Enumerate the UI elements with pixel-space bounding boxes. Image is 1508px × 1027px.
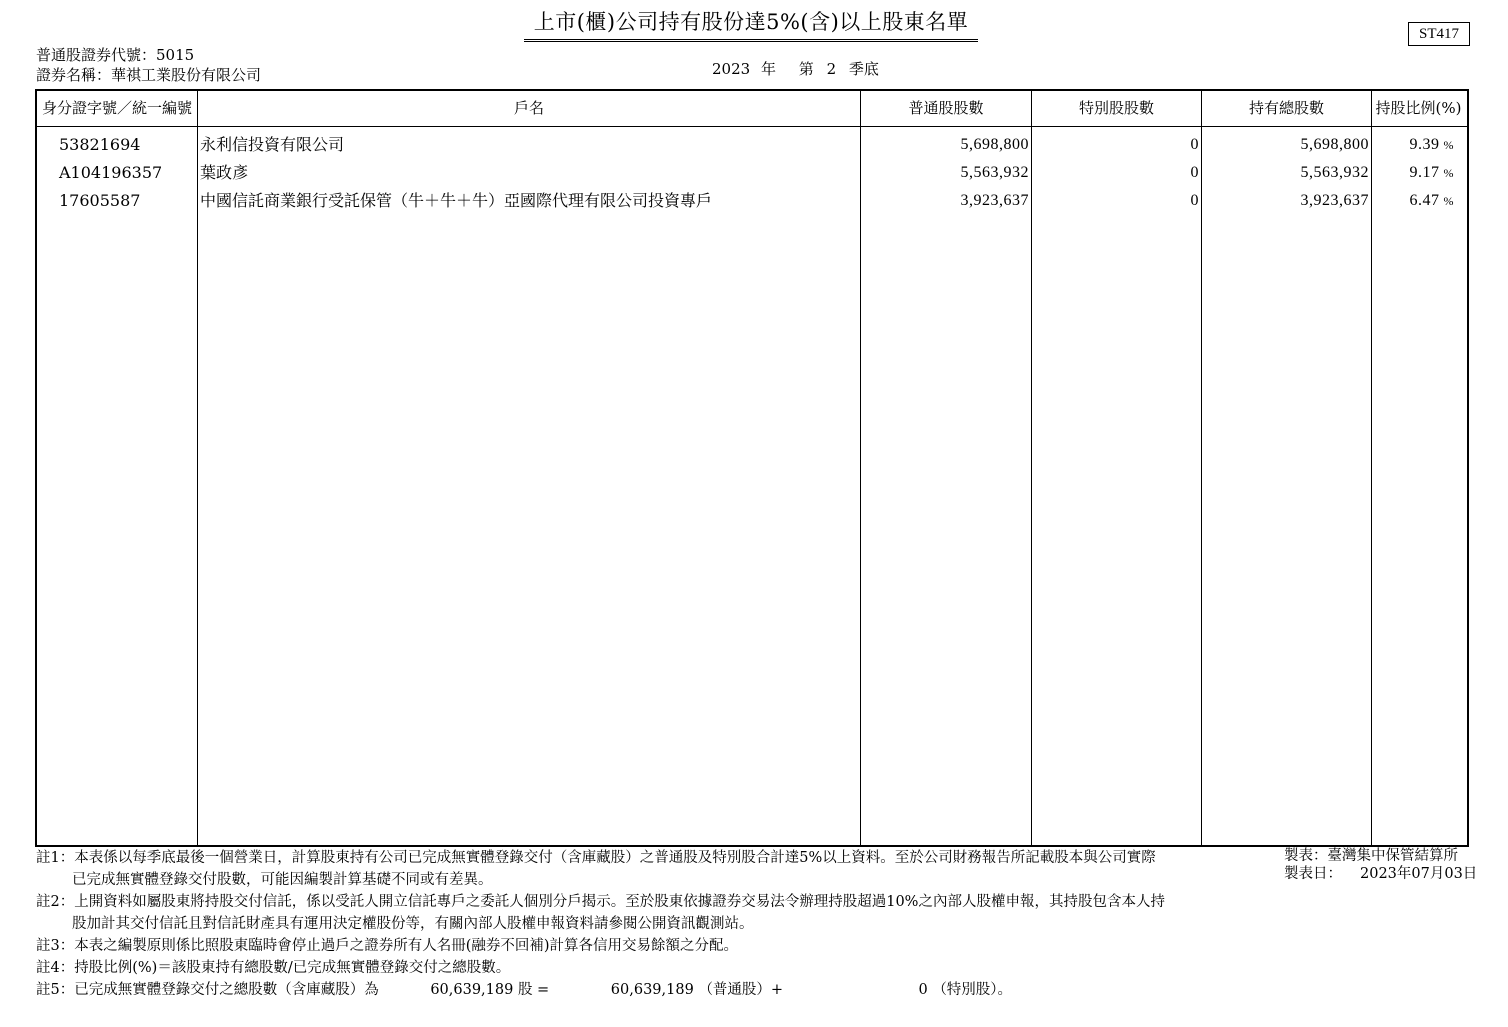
row-id: A104196357	[59, 163, 163, 182]
date-line	[1284, 863, 1477, 885]
row-name: 中國信託商業銀行受託保管（牛＋牛＋牛）亞國際代理有限公司投資專戶	[200, 191, 713, 210]
security-name: 華祺工業股份有限公司	[111, 66, 262, 84]
row-total-shares: 5,698,800	[1300, 136, 1369, 153]
total-shares-unit: 股 =	[517, 982, 550, 998]
security-name-label: 證券名稱：	[36, 66, 112, 84]
header-common-shares: 普通股股數	[908, 99, 984, 117]
row-total-shares: 5,563,932	[1300, 164, 1369, 181]
report-date: 2023年07月03日	[1360, 866, 1478, 882]
report-quarter: 2	[826, 60, 837, 78]
ratio-value: 6.47	[1409, 192, 1440, 209]
note-1-line-2: 已完成無實體登錄交付股數，可能因編製計算基礎不同或有差異。	[72, 872, 493, 888]
note-4: 註4：持股比例(%)＝該股東持有總股數/已完成無實體登錄交付之總股數。	[36, 960, 511, 976]
report-year-unit: 年	[760, 60, 776, 78]
row-id: 17605587	[59, 191, 141, 210]
report-year: 2023	[712, 60, 751, 78]
row-common-shares: 5,563,932	[960, 164, 1029, 181]
note-1-line-1: 註1：本表係以每季底最後一個營業日，計算股東持有公司已完成無實體登錄交付（含庫藏股）之普通股及特別股合計達5%以上資料。至於公司財務報告所記載股本與公司實際	[36, 850, 1156, 866]
special-shares-value: 0	[918, 982, 928, 998]
shareholder-table	[35, 89, 1469, 847]
ratio-value: 9.17	[1409, 164, 1440, 181]
row-name: 永利信投資有限公司	[200, 135, 345, 154]
note-3: 註3：本表之編製原則係比照股東臨時會停止過戶之證券所有人名冊(融券不回補)計算各信用交易餘額之分配。	[36, 938, 739, 954]
report-period	[712, 58, 879, 79]
header-special-shares: 特別股股數	[1078, 99, 1154, 117]
quarter-suffix: 季底	[848, 60, 879, 78]
ratio-value: 9.39	[1409, 136, 1440, 153]
row-common-shares: 3,923,637	[960, 192, 1029, 209]
header-ratio: 持股比例(%)	[1375, 99, 1462, 117]
report-title: 上市(櫃)公司持有股份達5%(含)以上股東名單	[524, 6, 978, 42]
note-2-line-2: 股加計其交付信託且對信託財產具有運用決定權股份等，有關內部人股權申報資料請參閱公開資訊觀測站。	[72, 916, 754, 932]
row-special-shares: 0	[1190, 136, 1199, 153]
header-divider	[37, 126, 1467, 127]
percent-sign: %	[1443, 138, 1454, 152]
maker-name: 臺灣集中保管結算所	[1327, 848, 1458, 864]
row-ratio	[1372, 159, 1454, 187]
maker-label: 製表：	[1284, 848, 1328, 864]
percent-sign: %	[1443, 166, 1454, 180]
date-label: 製表日：	[1284, 866, 1342, 882]
row-special-shares: 0	[1190, 192, 1199, 209]
security-code-line	[36, 44, 194, 65]
row-ratio	[1372, 187, 1454, 215]
note-5	[36, 979, 1012, 1001]
common-shares-value: 60,639,189	[610, 982, 694, 998]
row-total-shares: 3,923,637	[1300, 192, 1369, 209]
special-shares-unit: （特別股）。	[932, 982, 1013, 998]
row-name: 葉政彥	[200, 163, 249, 182]
security-code: 5015	[156, 46, 195, 64]
row-id: 53821694	[59, 135, 141, 154]
note-2-line-1: 註2：上開資料如屬股東將持股交付信託，係以受託人開立信託專戶之委託人個別分戶揭示。至於股東依據證券交易法令辦理持股超過10%之內部人股權申報，其持股包含本人持	[36, 894, 1165, 910]
header-total-shares: 持有總股數	[1248, 99, 1324, 117]
header-id: 身分證字號／統一編號	[41, 99, 192, 117]
header-name: 戶名	[513, 99, 544, 117]
row-ratio	[1372, 131, 1454, 159]
quarter-prefix: 第	[798, 60, 814, 78]
row-special-shares: 0	[1190, 164, 1199, 181]
security-name-line	[36, 64, 261, 85]
percent-sign: %	[1443, 194, 1454, 208]
common-shares-unit: （普通股）+	[698, 982, 784, 998]
column-divider	[197, 91, 198, 845]
total-shares-value: 60,639,189	[430, 982, 514, 998]
security-code-label: 普通股證券代號：	[36, 46, 157, 64]
note-5-label: 註5：已完成無實體登錄交付之總股數（含庫藏股）為	[36, 982, 379, 998]
row-common-shares: 5,698,800	[960, 136, 1029, 153]
form-code-badge: ST417	[1408, 22, 1470, 46]
